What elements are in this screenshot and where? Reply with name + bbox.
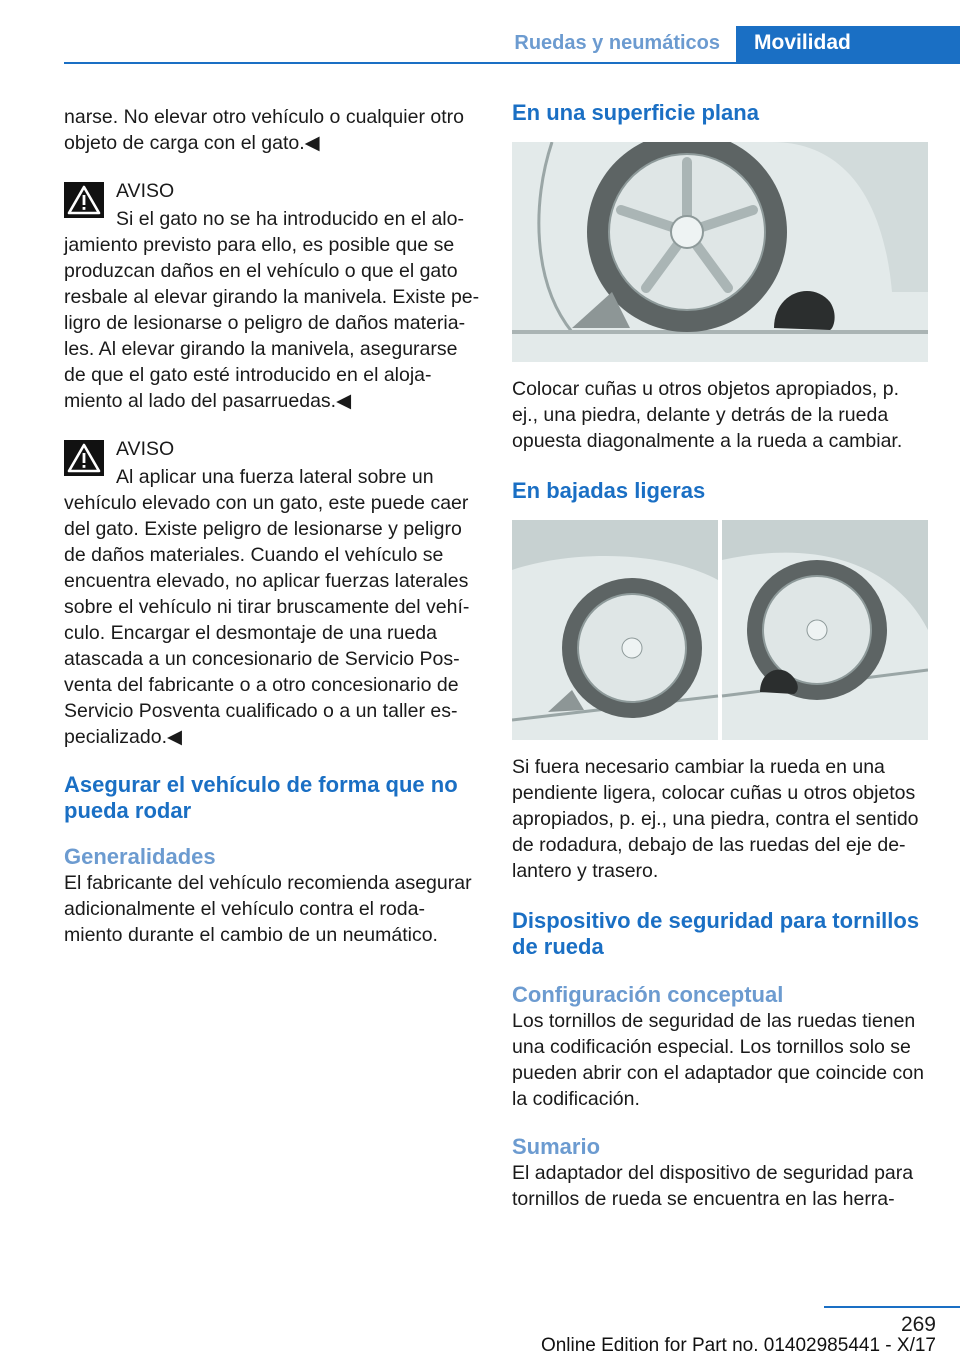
warning-triangle-icon [64,440,104,476]
warning-triangle-icon [64,182,104,218]
header-section-tab: Ruedas y neumáticos [514,32,720,54]
heading-flat-surface: En una superficie plana [512,100,759,125]
footer-rule [824,1306,960,1308]
heading-wheel-lock: Dispositivo de seguridad para tornillos de rueda [512,908,920,959]
wheel-flat-illustration [512,142,928,362]
slope-paragraph: Si fuera necesario cambiar la rueda en una pendiente ligera, colocar cuñas u otros objetos apropiados, p. ej., una piedra, contra el sentido de rodadura, debajo de las ruedas del eje de-lantero y trasero. [512,756,919,882]
warning-box-1 [64,178,480,414]
summary-paragraph: El adaptador del dispositivo de seguridad para tornillos de rueda se encuentra en las herra- [512,1162,914,1210]
warning-label-1: AVISO [116,180,175,202]
subheading-general: Generalidades [64,844,216,869]
warning-text-1: Si el gato no se ha introducido en el alo-jamiento previsto para ello, es posible que se produzcan daños en el vehículo o que el gato resbale al elevar girando la manivela. Existe pe-ligro de lesionarse o peligro de daños materia-les. Al elevar girando la manivela, asegurarse de que el gato esté introducido en el aloja-miento al lado del pasarruedas.◀ [64,208,480,412]
header-rule [64,62,960,64]
figure-slight-slope [512,520,928,740]
heading-slight-slope: En bajadas ligeras [512,478,706,503]
heading-secure-vehicle: Asegurar el vehículo de forma que no pueda rodar [64,772,458,823]
figure-flat-surface [512,142,928,362]
wheels-slope-illustration [512,520,928,740]
warning-text-2: Al aplicar una fuerza lateral sobre un vehículo elevado con un gato, este puede caer del gato. Existe peligro de lesionarse y peligro de daños materiales. Cuando el vehículo se encuentra elevado, no aplicar fuerzas laterales sobre el vehículo ni tirar bruscamente del vehí-culo. Encargar el desmontaje de una rueda atascada a un concesionario de Servicio Pos-venta del fabricante o a otro concesionario de Servicio Posventa cualificado o a un taller es-pecializado.◀ [64,466,470,748]
intro-paragraph: narse. No elevar otro vehículo o cualquier otro objeto de carga con el gato.◀ [64,106,464,154]
warning-box-2 [64,436,480,750]
flat-paragraph: Colocar cuñas u otros objetos apropiados, p. ej., una piedra, delante y detrás de la rueda opuesta diagonalmente a la rueda a cambiar. [512,378,903,452]
concept-paragraph: Los tornillos de seguridad de las ruedas tienen una codificación especial. Los tornillos solo se pueden abrir con el adaptador que coincide con la codificación. [512,1010,924,1110]
right-column [512,100,928,1212]
subheading-concept: Configuración conceptual [512,982,784,1007]
warning-label-2: AVISO [116,438,175,460]
subheading-summary: Sumario [512,1134,601,1159]
page-number: 269 [900,1313,936,1336]
edition-line: Online Edition for Part no. 01402985441 - X/17 [540,1335,936,1356]
left-column [64,100,480,948]
header-chapter-tab: Movilidad [736,26,960,64]
general-paragraph: El fabricante del vehículo recomienda asegurar adicionalmente el vehículo contra el roda-miento durante el cambio de un neumático. [64,872,472,946]
